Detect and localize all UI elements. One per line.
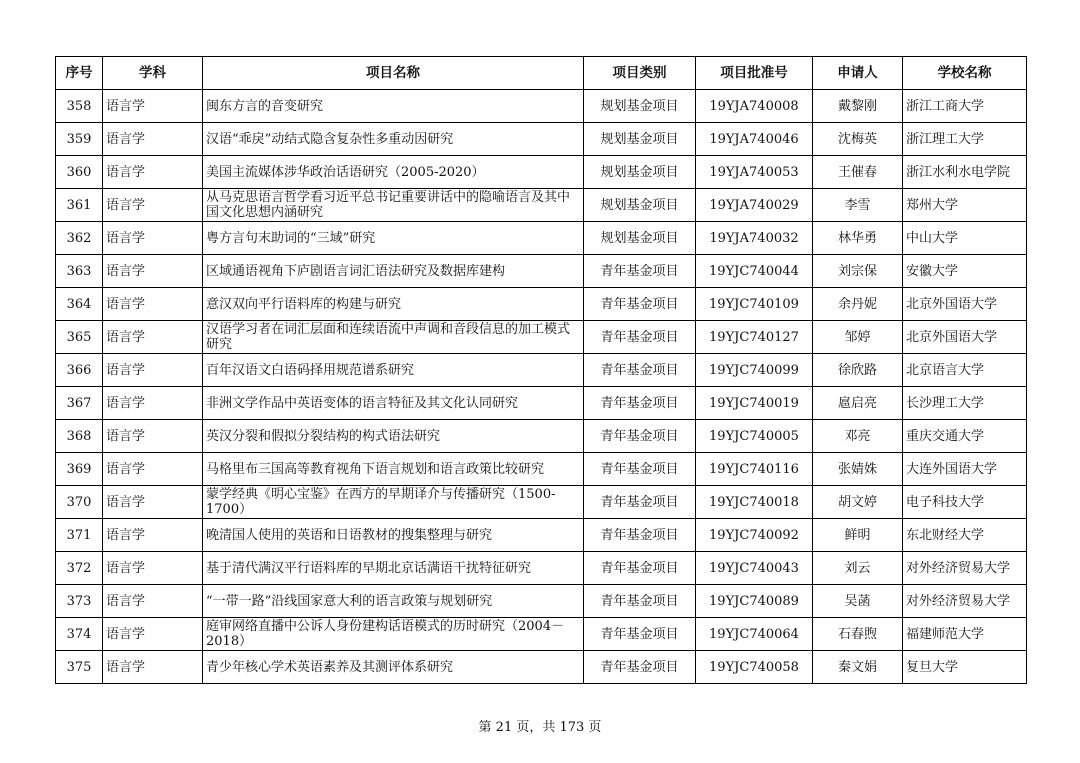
cell-no-text: 372 [66, 560, 92, 576]
cell-no [56, 288, 103, 321]
cell-subject-text: 语言学 [106, 560, 146, 576]
page-footer: 第 21 页，共 173 页 [478, 720, 602, 735]
cell-category-text: 青年基金项目 [600, 659, 679, 675]
cell-no-text: 369 [66, 461, 92, 477]
cell-approval-no-text: 19YJC740043 [709, 560, 799, 576]
header-category: 项目类别 [584, 57, 696, 90]
cell-applicant-text: 邹婷 [844, 329, 871, 345]
cell-approval-no [696, 123, 813, 156]
cell-project-name-text: 从马克思语言哲学看习近平总书记重要讲话中的隐喻语言及其中国文化思想内涵研究 [206, 190, 571, 220]
cell-applicant-text: 戴黎刚 [837, 98, 877, 114]
header-project-name: 项目名称 [203, 57, 584, 90]
cell-applicant [813, 354, 903, 387]
cell-school-text: 电子科技大学 [906, 494, 985, 510]
cell-approval-no-text: 19YJC740116 [709, 461, 799, 477]
cell-approval-no [696, 288, 813, 321]
cell-school-text: 浙江理工大学 [906, 131, 985, 147]
cell-school [903, 288, 1027, 321]
cell-subject [103, 453, 203, 486]
cell-approval-no-text: 19YJA740029 [709, 197, 799, 213]
header-no: 序号 [56, 57, 103, 90]
header-applicant: 申请人 [813, 57, 903, 90]
cell-school-text: 北京外国语大学 [906, 329, 998, 345]
cell-no-text: 370 [66, 494, 92, 510]
cell-school-text: 安徽大学 [906, 263, 959, 279]
cell-project-name [203, 255, 584, 288]
cell-subject-text: 语言学 [106, 428, 146, 444]
cell-category-text: 规划基金项目 [600, 131, 679, 147]
cell-category [584, 453, 696, 486]
cell-school [903, 453, 1027, 486]
cell-no [56, 90, 103, 123]
cell-subject [103, 585, 203, 618]
cell-no [56, 354, 103, 387]
cell-subject [103, 420, 203, 453]
cell-project-name-text: 晚清国人使用的英语和日语教材的搜集整理与研究 [206, 527, 493, 543]
cell-school-text: 长沙理工大学 [906, 395, 985, 411]
cell-applicant-text: 林华勇 [837, 230, 877, 246]
cell-no [56, 585, 103, 618]
cell-approval-no [696, 156, 813, 189]
cell-school-text: 浙江水利水电学院 [906, 164, 1011, 180]
cell-project-name-text: 马格里布三国高等教育视角下语言规划和语言政策比较研究 [206, 461, 545, 477]
cell-project-name-text: 粤方言句末助词的“三域”研究 [206, 230, 376, 246]
cell-approval-no [696, 255, 813, 288]
cell-project-name [203, 222, 584, 255]
cell-subject [103, 486, 203, 519]
table-row [56, 618, 1027, 651]
cell-school-text: 北京语言大学 [906, 362, 985, 378]
table-row [56, 585, 1027, 618]
header-approval-no: 项目批准号 [696, 57, 813, 90]
cell-school [903, 618, 1027, 651]
cell-no [56, 222, 103, 255]
cell-subject [103, 288, 203, 321]
cell-category [584, 552, 696, 585]
cell-no [56, 453, 103, 486]
cell-school [903, 156, 1027, 189]
cell-no [56, 519, 103, 552]
cell-approval-no [696, 189, 813, 222]
cell-applicant-text: 秦文娟 [837, 659, 877, 675]
cell-subject-text: 语言学 [106, 659, 146, 675]
cell-no-text: 365 [66, 329, 92, 345]
cell-project-name-text: 百年汉语文白语码择用规范谱系研究 [206, 362, 415, 378]
cell-project-name-text: 闽东方言的音变研究 [206, 98, 324, 114]
cell-approval-no [696, 618, 813, 651]
cell-category-text: 规划基金项目 [600, 230, 679, 246]
cell-school-text: 浙江工商大学 [906, 98, 985, 114]
cell-approval-no-text: 19YJC740019 [709, 395, 799, 411]
cell-project-name-text: 非洲文学作品中英语变体的语言特征及其文化认同研究 [206, 395, 519, 411]
cell-category [584, 255, 696, 288]
cell-applicant [813, 90, 903, 123]
cell-no [56, 420, 103, 453]
cell-no [56, 321, 103, 354]
cell-project-name-text: 英汉分裂和假拟分裂结构的构式语法研究 [206, 428, 441, 444]
cell-applicant [813, 321, 903, 354]
cell-category-text: 规划基金项目 [600, 98, 679, 114]
cell-no-text: 367 [66, 395, 92, 411]
cell-project-name-text: 基于清代满汉平行语料库的早期北京话满语干扰特征研究 [206, 560, 532, 576]
cell-category-text: 规划基金项目 [600, 197, 679, 213]
cell-school [903, 387, 1027, 420]
cell-category-text: 青年基金项目 [600, 263, 679, 279]
cell-category-text: 青年基金项目 [600, 593, 679, 609]
cell-school [903, 90, 1027, 123]
cell-school-text: 对外经济贸易大学 [906, 593, 1011, 609]
cell-approval-no [696, 321, 813, 354]
cell-no-text: 363 [66, 263, 92, 279]
cell-category [584, 486, 696, 519]
cell-subject-text: 语言学 [106, 296, 146, 312]
cell-category [584, 90, 696, 123]
cell-category-text: 青年基金项目 [600, 494, 679, 510]
cell-project-name [203, 354, 584, 387]
cell-category [584, 420, 696, 453]
cell-approval-no [696, 90, 813, 123]
cell-applicant-text: 徐欣路 [837, 362, 877, 378]
cell-approval-no-text: 19YJC740058 [709, 659, 799, 675]
cell-category-text: 青年基金项目 [600, 329, 679, 345]
cell-applicant-text: 扈启亮 [837, 395, 877, 411]
cell-school-text: 福建师范大学 [906, 626, 985, 642]
cell-approval-no [696, 222, 813, 255]
cell-approval-no-text: 19YJC740127 [709, 329, 799, 345]
cell-category [584, 618, 696, 651]
cell-applicant [813, 156, 903, 189]
cell-approval-no-text: 19YJC740092 [709, 527, 799, 543]
cell-subject-text: 语言学 [106, 494, 146, 510]
cell-applicant [813, 288, 903, 321]
cell-project-name [203, 420, 584, 453]
cell-project-name [203, 552, 584, 585]
cell-subject-text: 语言学 [106, 230, 146, 246]
table-row [56, 321, 1027, 354]
table-row [56, 420, 1027, 453]
cell-subject-text: 语言学 [106, 362, 146, 378]
cell-project-name [203, 618, 584, 651]
table-row [56, 255, 1027, 288]
cell-project-name-text: 意汉双向平行语料库的构建与研究 [206, 296, 402, 312]
table-row [56, 189, 1027, 222]
cell-project-name-text: 庭审网络直播中公诉人身份建构话语模式的历时研究（2004－2018） [206, 619, 565, 649]
cell-category-text: 规划基金项目 [600, 164, 679, 180]
cell-school [903, 552, 1027, 585]
cell-project-name-text: 汉语“乖戾”动结式隐含复杂性多重动因研究 [206, 131, 454, 147]
cell-project-name [203, 486, 584, 519]
table-row [56, 354, 1027, 387]
cell-category-text: 青年基金项目 [600, 527, 679, 543]
cell-applicant [813, 222, 903, 255]
cell-no-text: 366 [66, 362, 92, 378]
cell-applicant-text: 胡文婷 [837, 494, 877, 510]
cell-applicant [813, 486, 903, 519]
cell-no [56, 486, 103, 519]
table-row [56, 486, 1027, 519]
cell-approval-no-text: 19YJC740005 [709, 428, 799, 444]
project-table [55, 56, 1027, 684]
cell-project-name [203, 453, 584, 486]
cell-approval-no-text: 19YJA740032 [709, 230, 799, 246]
cell-subject-text: 语言学 [106, 527, 146, 543]
cell-applicant-text: 邓亮 [844, 428, 871, 444]
cell-no-text: 361 [66, 197, 92, 213]
cell-project-name-text: 区域通语视角下庐剧语言词汇语法研究及数据库建构 [206, 263, 506, 279]
cell-category [584, 288, 696, 321]
cell-school [903, 519, 1027, 552]
table-row [56, 156, 1027, 189]
cell-school [903, 651, 1027, 684]
cell-approval-no-text: 19YJA740008 [709, 98, 799, 114]
cell-no-text: 358 [66, 98, 92, 114]
header-row [56, 57, 1027, 90]
cell-subject [103, 189, 203, 222]
cell-no-text: 373 [66, 593, 92, 609]
cell-category [584, 585, 696, 618]
cell-subject [103, 222, 203, 255]
cell-subject-text: 语言学 [106, 626, 146, 642]
cell-subject [103, 255, 203, 288]
cell-school [903, 585, 1027, 618]
cell-approval-no [696, 354, 813, 387]
cell-category [584, 123, 696, 156]
cell-school [903, 420, 1027, 453]
cell-category [584, 222, 696, 255]
table-row [56, 552, 1027, 585]
cell-subject-text: 语言学 [106, 98, 146, 114]
cell-school [903, 354, 1027, 387]
cell-category [584, 354, 696, 387]
cell-project-name [203, 123, 584, 156]
cell-subject [103, 321, 203, 354]
cell-applicant [813, 453, 903, 486]
cell-subject [103, 156, 203, 189]
cell-project-name [203, 585, 584, 618]
cell-subject [103, 651, 203, 684]
cell-approval-no [696, 420, 813, 453]
cell-applicant [813, 255, 903, 288]
cell-approval-no [696, 585, 813, 618]
cell-approval-no-text: 19YJC740109 [709, 296, 799, 312]
table-row [56, 90, 1027, 123]
cell-school-text: 北京外国语大学 [906, 296, 998, 312]
cell-applicant-text: 王催春 [837, 164, 877, 180]
cell-school [903, 222, 1027, 255]
cell-project-name [203, 321, 584, 354]
cell-approval-no [696, 519, 813, 552]
table-row [56, 453, 1027, 486]
table-row [56, 288, 1027, 321]
cell-subject [103, 354, 203, 387]
cell-no [56, 255, 103, 288]
cell-category-text: 青年基金项目 [600, 395, 679, 411]
cell-category-text: 青年基金项目 [600, 560, 679, 576]
cell-school-text: 对外经济贸易大学 [906, 560, 1011, 576]
cell-applicant-text: 吴菡 [844, 593, 871, 609]
cell-no [56, 387, 103, 420]
cell-no-text: 360 [66, 164, 92, 180]
cell-category-text: 青年基金项目 [600, 362, 679, 378]
table-body [56, 90, 1027, 684]
cell-category [584, 519, 696, 552]
cell-approval-no [696, 486, 813, 519]
cell-no [56, 618, 103, 651]
cell-category-text: 青年基金项目 [600, 428, 679, 444]
cell-no-text: 362 [66, 230, 92, 246]
cell-subject-text: 语言学 [106, 593, 146, 609]
cell-applicant-text: 沈梅英 [837, 131, 877, 147]
cell-subject-text: 语言学 [106, 164, 146, 180]
cell-applicant [813, 420, 903, 453]
cell-school [903, 189, 1027, 222]
cell-applicant-text: 张婧姝 [837, 461, 877, 477]
cell-subject [103, 519, 203, 552]
cell-no [56, 552, 103, 585]
cell-subject [103, 90, 203, 123]
table-row [56, 123, 1027, 156]
cell-category [584, 387, 696, 420]
cell-no-text: 368 [66, 428, 92, 444]
cell-approval-no-text: 19YJC740018 [709, 494, 799, 510]
cell-no-text: 359 [66, 131, 92, 147]
header-subject: 学科 [103, 57, 203, 90]
cell-applicant-text: 刘宗保 [837, 263, 877, 279]
cell-applicant-text: 李雪 [844, 197, 871, 213]
cell-category [584, 189, 696, 222]
cell-approval-no-text: 19YJA740053 [709, 164, 799, 180]
table-row [56, 387, 1027, 420]
cell-applicant [813, 552, 903, 585]
cell-category-text: 青年基金项目 [600, 296, 679, 312]
cell-school-text: 郑州大学 [906, 197, 959, 213]
cell-applicant [813, 189, 903, 222]
cell-school-text: 大连外国语大学 [906, 461, 998, 477]
cell-project-name [203, 651, 584, 684]
cell-category-text: 青年基金项目 [600, 461, 679, 477]
table-row [56, 651, 1027, 684]
cell-subject [103, 387, 203, 420]
cell-category [584, 651, 696, 684]
cell-category [584, 321, 696, 354]
cell-school [903, 123, 1027, 156]
cell-project-name-text: 汉语学习者在词汇层面和连续语流中声调和音段信息的加工模式研究 [206, 322, 571, 352]
cell-project-name [203, 288, 584, 321]
table-row [56, 519, 1027, 552]
cell-no [56, 651, 103, 684]
cell-no-text: 374 [66, 626, 92, 642]
cell-applicant [813, 387, 903, 420]
cell-school-text: 复旦大学 [906, 659, 959, 675]
cell-applicant-text: 石春煦 [837, 626, 877, 642]
cell-project-name-text: 青少年核心学术英语素养及其测评体系研究 [206, 659, 454, 675]
cell-approval-no [696, 453, 813, 486]
cell-subject-text: 语言学 [106, 131, 146, 147]
cell-project-name-text: “一带一路”沿线国家意大利的语言政策与规划研究 [206, 593, 493, 609]
cell-no [56, 156, 103, 189]
cell-approval-no-text: 19YJA740046 [709, 131, 799, 147]
cell-subject [103, 552, 203, 585]
cell-approval-no-text: 19YJC740099 [709, 362, 799, 378]
cell-school [903, 321, 1027, 354]
cell-approval-no-text: 19YJC740064 [709, 626, 799, 642]
cell-applicant [813, 585, 903, 618]
cell-school-text: 中山大学 [906, 230, 959, 246]
cell-project-name [203, 387, 584, 420]
cell-subject-text: 语言学 [106, 329, 146, 345]
cell-school-text: 东北财经大学 [906, 527, 985, 543]
cell-school [903, 486, 1027, 519]
cell-no-text: 375 [66, 659, 92, 675]
cell-applicant [813, 519, 903, 552]
cell-applicant [813, 651, 903, 684]
cell-no [56, 123, 103, 156]
cell-project-name [203, 519, 584, 552]
cell-subject-text: 语言学 [106, 263, 146, 279]
cell-subject [103, 123, 203, 156]
cell-project-name [203, 189, 584, 222]
cell-applicant [813, 123, 903, 156]
cell-project-name-text: 蒙学经典《明心宝鉴》在西方的早期译介与传播研究（1500-1700） [206, 487, 556, 517]
cell-approval-no-text: 19YJC740044 [709, 263, 799, 279]
cell-applicant-text: 刘云 [844, 560, 871, 576]
cell-subject-text: 语言学 [106, 197, 146, 213]
cell-subject [103, 618, 203, 651]
cell-applicant [813, 618, 903, 651]
cell-applicant-text: 鲜明 [844, 527, 871, 543]
cell-subject-text: 语言学 [106, 395, 146, 411]
table-row [56, 222, 1027, 255]
cell-category [584, 156, 696, 189]
cell-project-name [203, 90, 584, 123]
cell-no [56, 189, 103, 222]
cell-category-text: 青年基金项目 [600, 626, 679, 642]
cell-approval-no-text: 19YJC740089 [709, 593, 799, 609]
cell-no-text: 364 [66, 296, 92, 312]
cell-school [903, 255, 1027, 288]
cell-approval-no [696, 651, 813, 684]
cell-approval-no [696, 552, 813, 585]
cell-applicant-text: 余丹妮 [837, 296, 877, 312]
cell-school-text: 重庆交通大学 [906, 428, 985, 444]
cell-project-name-text: 美国主流媒体涉华政治话语研究（2005-2020） [206, 164, 485, 180]
cell-subject-text: 语言学 [106, 461, 146, 477]
cell-approval-no [696, 387, 813, 420]
cell-project-name [203, 156, 584, 189]
header-school: 学校名称 [903, 57, 1027, 90]
cell-no-text: 371 [66, 527, 92, 543]
